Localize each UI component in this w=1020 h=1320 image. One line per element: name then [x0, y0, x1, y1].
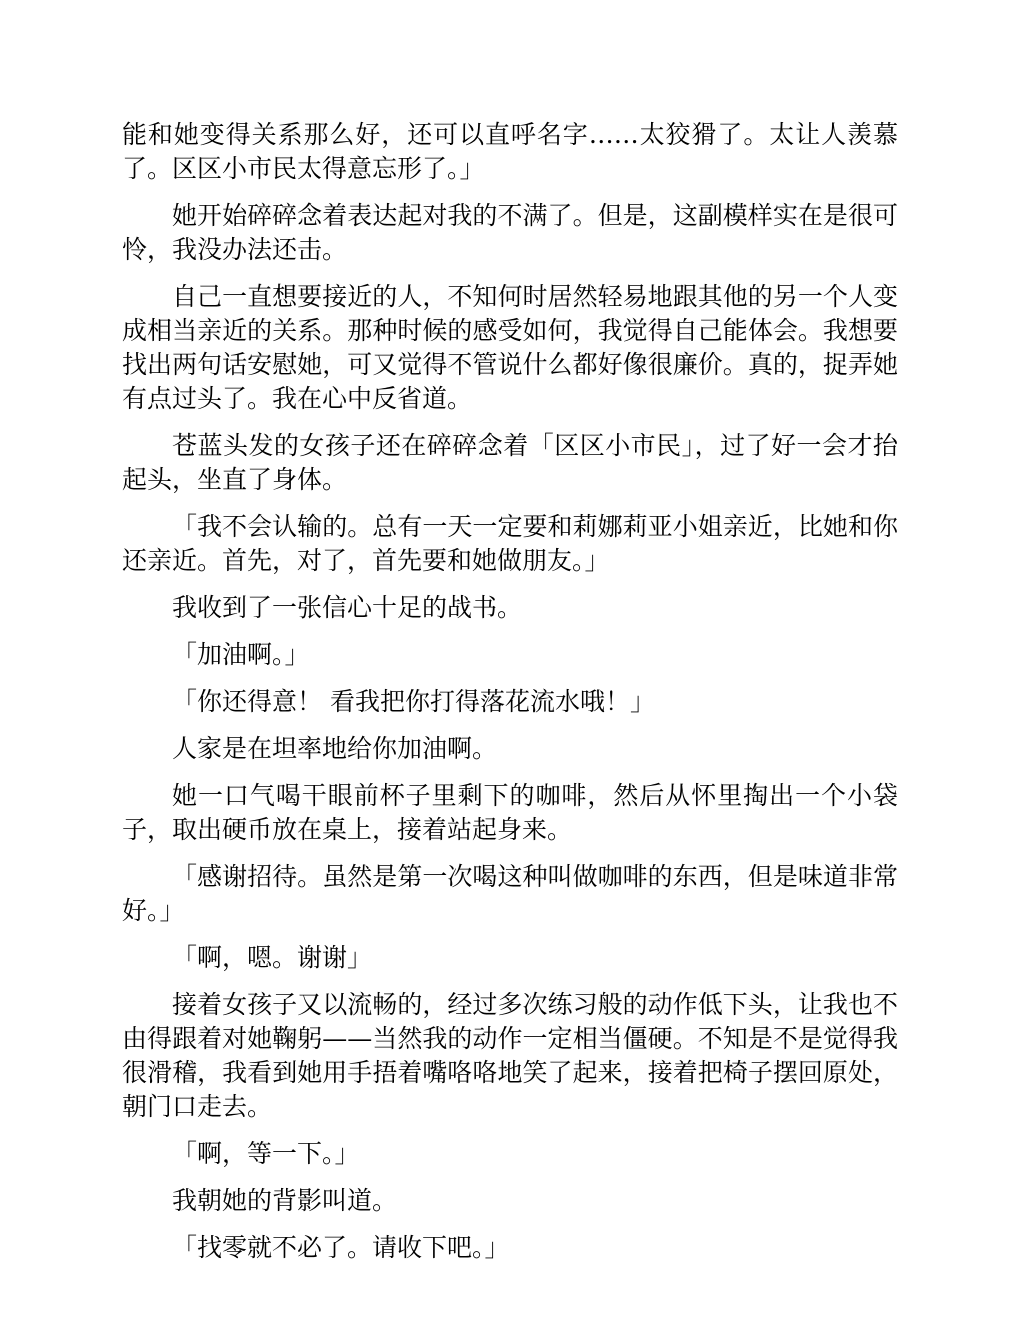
paragraph-4: 苍蓝头发的女孩子还在碎碎念着「区区小市民」，过了好一会才抬起头，坐直了身体。: [122, 431, 898, 494]
paragraph-2: 她开始碎碎念着表达起对我的不满了。但是，这副模样实在是很可怜，我没办法还击。: [122, 201, 898, 264]
paragraph-12: 「啊，嗯。谢谢」: [172, 943, 373, 972]
paragraph-8: 「你还得意！ 看我把你打得落花流水哦！」: [172, 687, 655, 716]
paragraph-6: 我收到了一张信心十足的战书。: [172, 593, 523, 622]
paragraph-5: 「我不会认输的。总有一天一定要和莉娜莉亚小姐亲近，比她和你还亲近。首先，对了，首先要和她做朋友。」: [122, 512, 898, 575]
paragraph-7: 「加油啊。」: [172, 640, 310, 669]
paragraph-9: 人家是在坦率地给你加油啊。: [172, 734, 498, 763]
paragraph-10: 她一口气喝干眼前杯子里剩下的咖啡，然后从怀里掏出一个小袋子，取出硬币放在桌上，接着站起身来。: [122, 781, 898, 844]
paragraph-16: 「找零就不必了。请收下吧。」: [172, 1233, 510, 1262]
paragraph-14: 「啊，等一下。」: [172, 1139, 360, 1168]
paragraph-11: 「感谢招待。虽然是第一次喝这种叫做咖啡的东西，但是味道非常好。」: [122, 862, 898, 925]
paragraph-3: 自己一直想要接近的人，不知何时居然轻易地跟其他的另一个人变成相当亲近的关系。那种时候的感受如何，我觉得自己能体会。我想要找出两句话安慰她，可又觉得不管说什么都好像很廉价。真的，捉弄她有点过头了。我在心中反省道。: [122, 282, 898, 413]
paragraph-15: 我朝她的背影叫道。: [172, 1186, 398, 1215]
document-body: [122, 118, 898, 1278]
paragraph-13: 接着女孩子又以流畅的，经过多次练习般的动作低下头，让我也不由得跟着对她鞠躬——当然我的动作一定相当僵硬。不知是不是觉得我很滑稽，我看到她用手捂着嘴咯咯地笑了起来，接着把椅子摆回原处，朝门口走去。: [122, 990, 898, 1121]
paragraph-1: 能和她变得关系那么好，还可以直呼名字……太狡猾了。太让人羡慕了。区区小市民太得意忘形了。」: [122, 120, 898, 183]
